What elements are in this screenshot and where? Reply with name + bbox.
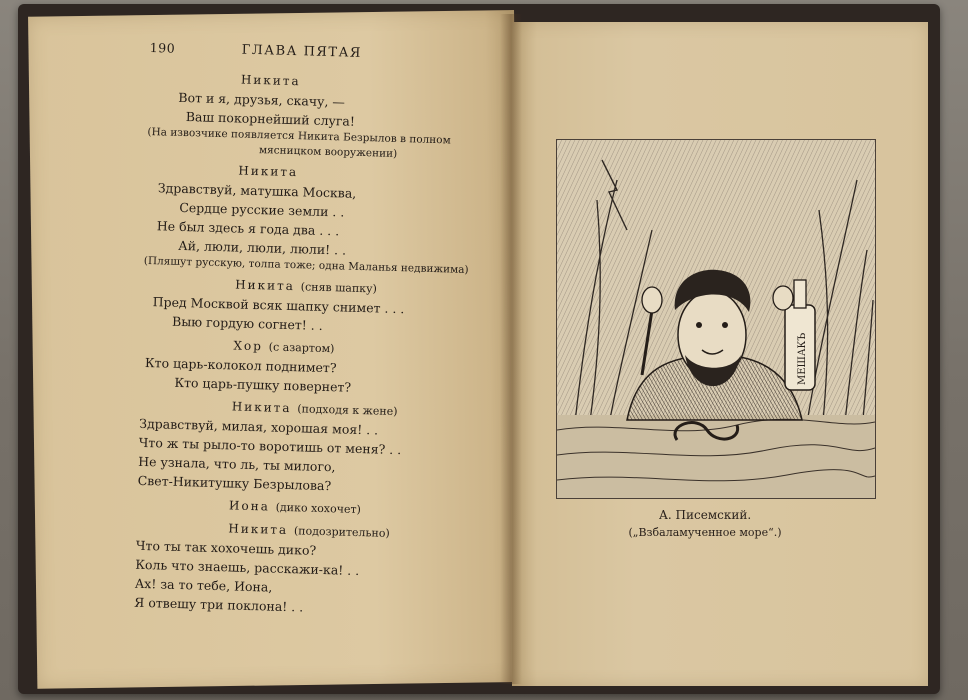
caption-work: („Взбаламученное море“.) (628, 526, 782, 539)
verse-line: Я отвешу три поклона! . . (134, 594, 304, 615)
speaker-name: Никита (231, 399, 292, 416)
stage-direction: мясницком вооружении) (258, 144, 398, 160)
book-gutter (500, 14, 522, 684)
speaker-name: Хор (233, 338, 264, 354)
verse-line: Не узнала, что ль, ты милого, (138, 453, 336, 475)
verse-line: Ай, люли, люли, люли! . . (178, 237, 347, 258)
stage-note: (дико хохочет) (275, 500, 362, 517)
stage-note: (с азартом) (268, 340, 335, 356)
verse-line: Здравствуй, матушка Москва, (157, 180, 357, 201)
verse-line: Кто царь-пушку повернет? (174, 374, 352, 395)
verse-line: Ваш покорнейший слуга! (185, 109, 356, 129)
engraving-drawing (557, 140, 875, 498)
verse-line: Что ты так хохочешь дико? (135, 537, 317, 558)
speaker-name: Никита (240, 72, 301, 89)
caption-author: А. Писемский. (658, 508, 752, 522)
verse-line: Пред Москвой всяк шапку снимет . . . (152, 294, 405, 317)
verse-line: Сердце русские земли . . (179, 199, 345, 220)
verse-line: Кто царь-колокол поднимет? (144, 354, 337, 376)
play-text (134, 68, 469, 621)
verse-line: Здравствуй, милая, хорошая моя! . . (139, 415, 379, 438)
verse-line: Что ж ты рыло-то воротишь от меня? . . (138, 434, 402, 458)
verse-line: Вот и я, друзья, скачу, — (178, 89, 346, 110)
speaker-name: Никита (228, 521, 289, 538)
stage-note: (подозрительно) (293, 524, 390, 540)
verse-line: Выю гордую согнет! . . (171, 313, 323, 333)
verse-line: Ах! за то тебе, Иона, (134, 575, 273, 595)
verse-line: Не был здесь я года два . . . (156, 218, 340, 239)
verse-line: Свет-Никитушку Безрылова? (137, 472, 332, 494)
speaker-name: Иона (228, 498, 271, 514)
chapter-title: ГЛАВА ПЯТАЯ (241, 42, 363, 61)
stage-direction: (На извозчике появляется Никита Безрылов в полном (147, 125, 451, 147)
verse-line: Коль что знаешь, расскажи-ка! . . (135, 556, 360, 579)
stage-direction: (Пляшут русскую, толпа тоже; одна Маланья недвижима) (143, 254, 469, 276)
speaker-name: Никита (235, 277, 296, 294)
left-page-text (134, 40, 470, 621)
bottle-label: МЕШАКЪ (797, 332, 808, 385)
stage-note: (сняв шапку) (300, 280, 378, 296)
page-number: 190 (149, 40, 176, 56)
illustration-engraving (556, 139, 876, 499)
speaker-name: Никита (238, 163, 299, 180)
stage-note: (подходя к жене) (297, 402, 398, 419)
